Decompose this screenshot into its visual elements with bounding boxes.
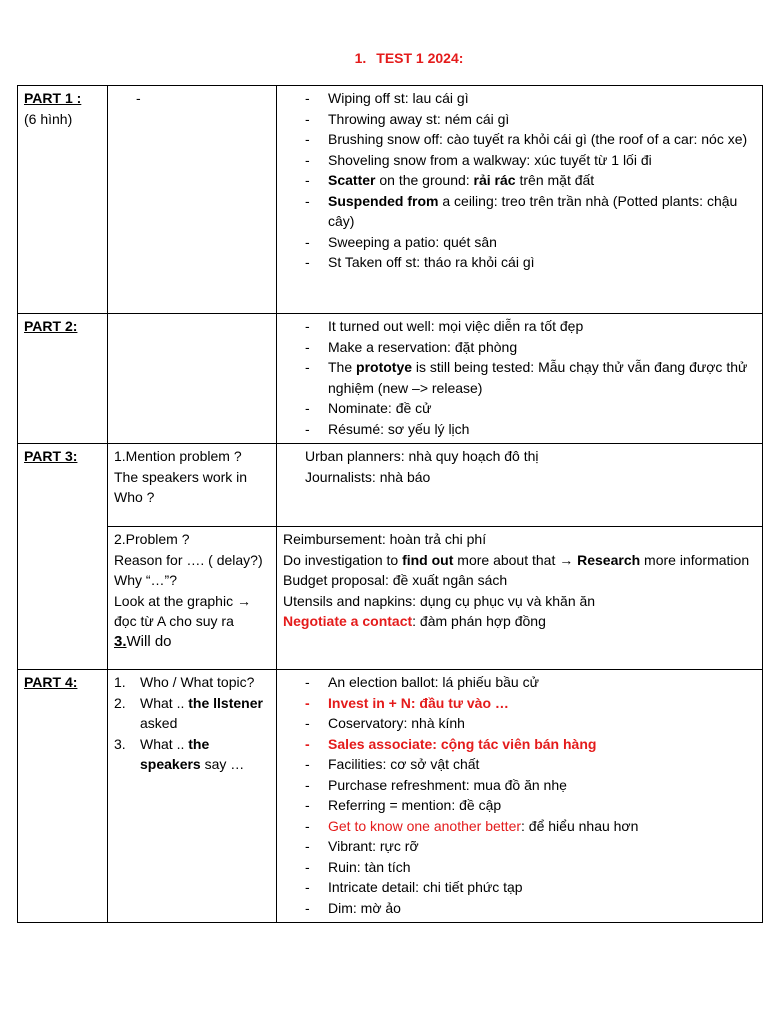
list-item: - Scatter on the ground: rải rác trên mặt đất — [305, 170, 756, 191]
list-item: - Vibrant: rực rỡ — [305, 836, 756, 857]
part1-vocab-cell — [277, 86, 763, 314]
part3-q2-cell — [108, 527, 277, 670]
title-number: 1. — [354, 50, 367, 66]
title-text: TEST 1 2024: — [376, 50, 464, 66]
list-item: - An election ballot: lá phiếu bầu cử — [305, 672, 756, 693]
list-item: - Facilities: cơ sở vật chất — [305, 754, 756, 775]
part1-label: PART 1 : — [24, 90, 82, 106]
vocab-line: Reimbursement: hoàn trả chi phí — [283, 531, 487, 547]
part3-q2-line: Reason for …. ( delay?) — [114, 551, 263, 568]
vocab-line: Budget proposal: đề xuất ngân sách — [283, 572, 508, 588]
part1-vocab-list — [283, 88, 756, 273]
list-item: - Dim: mờ ảo — [305, 898, 756, 919]
part3-q1-cell — [108, 444, 277, 527]
list-item: - Purchase refreshment: mua đồ ăn nhẹ — [305, 775, 756, 796]
part4-vocab-cell — [277, 670, 763, 923]
part3-will-do: 3.Will do — [114, 632, 172, 650]
part4-label: PART 4: — [24, 674, 78, 690]
part4-label-cell — [18, 670, 108, 923]
part4-questions-cell — [108, 670, 277, 923]
part1-sublabel: (6 hình) — [24, 110, 73, 127]
part3-label: PART 3: — [24, 448, 78, 464]
list-item: - Brushing snow off: cào tuyết ra khỏi cái gì (the roof of a car: nóc xe) — [305, 129, 756, 150]
part4-row — [18, 670, 763, 923]
part3-q1-line: 1.Mention problem ? — [114, 448, 242, 464]
list-item: - Make a reservation: đặt phòng — [305, 337, 756, 358]
list-item: - Intricate detail: chi tiết phức tạp — [305, 877, 756, 898]
document-title — [0, 48, 768, 69]
part3-q1-line: The speakers work in Who ? — [114, 468, 248, 505]
list-item: - It turned out well: mọi việc diễn ra tốt đẹp — [305, 316, 756, 337]
list-item: Urban planners: nhà quy hoạch đô thị — [305, 448, 539, 464]
list-item: - The prototye is still being tested: Mẫu chạy thử vẫn đang được thử nghiệm (new –> release) — [305, 357, 756, 398]
vocab-table — [17, 85, 763, 923]
part2-label-cell — [18, 314, 108, 444]
vocab-line: Negotiate a contact: đàm phán hợp đồng — [283, 613, 546, 629]
part4-vocab-list — [283, 672, 756, 918]
list-item: 3. What .. the speakers say … — [114, 735, 245, 772]
list-item: - Shoveling snow from a walkway: xúc tuyết từ 1 lối đi — [305, 150, 756, 171]
list-item: - Ruin: tàn tích — [305, 857, 756, 878]
list-item: - Referring = mention: đề cập — [305, 795, 756, 816]
part3-vocab2-cell — [277, 527, 763, 670]
part2-row — [18, 314, 763, 444]
list-item: - Sales associate: cộng tác viên bán hàng — [305, 734, 756, 755]
list-item: Journalists: nhà báo — [305, 468, 431, 485]
list-item: - Sweeping a patio: quét sân — [305, 232, 756, 253]
part3-q2-line: Look at the graphic → đọc từ A cho suy ra — [114, 592, 251, 629]
list-item: - Nominate: đề cử — [305, 398, 756, 419]
part3-row-1 — [18, 444, 763, 527]
part1-notes: - — [136, 90, 141, 106]
part1-notes-cell — [108, 86, 277, 314]
list-item: 2. What .. the llstener asked — [114, 694, 263, 731]
vocab-line: Utensils and napkins: dụng cụ phục vụ và khăn ăn — [283, 592, 596, 609]
part3-label-cell — [18, 444, 108, 670]
part4-question-list — [114, 672, 270, 775]
part1-row — [18, 86, 763, 314]
list-item: - Get to know one another better: để hiểu nhau hơn — [305, 816, 756, 837]
list-item: - Invest in + N: đầu tư vào … — [305, 693, 756, 714]
list-item: 1. Who / What topic? — [114, 674, 255, 690]
part3-q2-line: 2.Problem ? — [114, 531, 190, 547]
part3-q2-line: Why “…”? — [114, 572, 177, 588]
part2-label: PART 2: — [24, 318, 78, 334]
part2-vocab-cell — [277, 314, 763, 444]
part3-row-2 — [18, 527, 763, 670]
part2-notes-cell — [108, 314, 277, 444]
part1-label-cell — [18, 86, 108, 314]
list-item: - Wiping off st: lau cái gì — [305, 88, 756, 109]
part3-vocab1-list — [283, 446, 756, 487]
part3-vocab1-cell — [277, 444, 763, 527]
vocab-line: Do investigation to find out more about that → Research more information — [283, 551, 750, 568]
list-item: - St Taken off st: tháo ra khỏi cái gì — [305, 252, 756, 273]
list-item: - Résumé: sơ yếu lý lịch — [305, 419, 756, 440]
list-item: - Coservatory: nhà kính — [305, 713, 756, 734]
list-item: - Suspended from a ceiling: treo trên trần nhà (Potted plants: chậu cây) — [305, 191, 756, 232]
list-item: - Throwing away st: ném cái gì — [305, 109, 756, 130]
part2-vocab-list — [283, 316, 756, 439]
